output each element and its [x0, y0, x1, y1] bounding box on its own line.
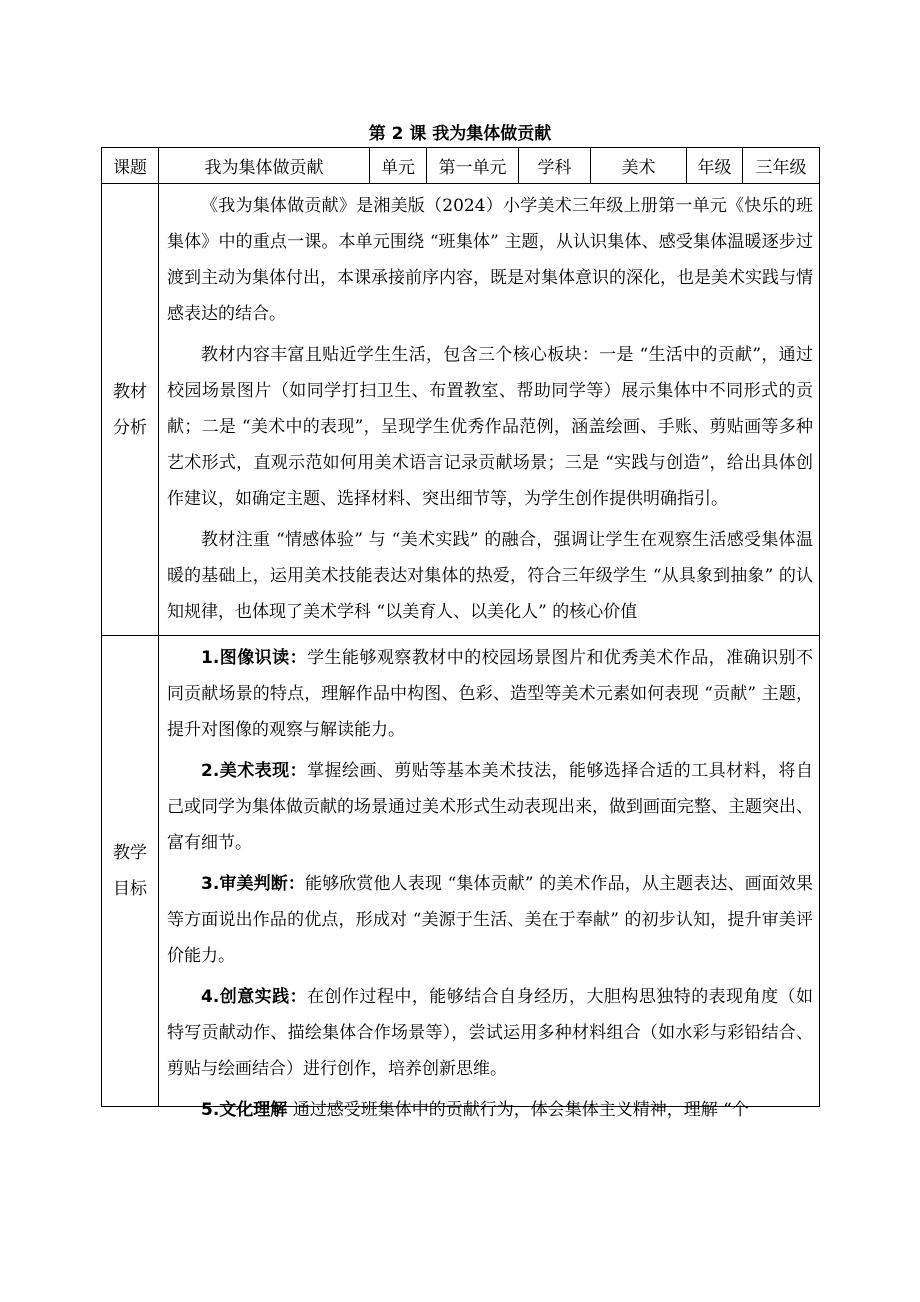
- objectives-row: [102, 636, 820, 1107]
- objectives-content: [159, 636, 820, 1120]
- objective-text: 掌握绘画、剪贴等基本美术技法，能够选择合适的工具材料，将自己或同学为集体做贡献的场景通过美术形式生动表现出来，做到画面完整、主题突出、富有细节。: [167, 761, 813, 853]
- analysis-row: [102, 184, 820, 636]
- objective-item: [167, 640, 813, 748]
- grade-value: 三年级: [743, 148, 820, 184]
- analysis-label-line1: 教材: [113, 381, 147, 402]
- unit-value: 第一单元: [427, 148, 519, 184]
- analysis-paragraph: 教材注重 “情感体验” 与 “美术实践” 的融合，强调让学生在观察生活感受集体温暖的基础上，运用美术技能表达对集体的热爱，符合三年级学生 “从具象到抽象” 的认知规律，也体现了美术学科 “以美育人、以美化人” 的核心价值: [167, 530, 813, 622]
- unit-label: 单元: [370, 148, 427, 184]
- header-row: [102, 148, 820, 184]
- objective-heading: 1.图像识读：: [201, 648, 308, 668]
- objective-heading: 4.创意实践：: [201, 987, 308, 1007]
- objective-text: 通过感受班集体中的贡献行为，体会集体主义精神，理解 “个: [287, 1100, 749, 1120]
- lesson-plan-table: [101, 147, 820, 1120]
- analysis-label: [102, 184, 159, 636]
- objective-heading: 3.审美判断：: [201, 874, 306, 894]
- objectives-label-line1: 教学: [113, 843, 147, 863]
- objectives-label-line2: 目标: [113, 879, 147, 899]
- objective-heading: 2.美术表现：: [201, 761, 308, 781]
- objective-item: [167, 753, 813, 861]
- subject-label: 学科: [519, 148, 591, 184]
- objective-text: 能够欣赏他人表现 “集体贡献” 的美术作品，从主题表达、画面效果等方面说出作品的优点，形成对 “美源于生活、美在于奉献” 的初步认知，提升审美评价能力。: [167, 874, 813, 966]
- objective-item: [167, 1092, 813, 1128]
- objectives-label: [102, 636, 159, 1107]
- page-title: 第 2 课 我为集体做贡献: [368, 124, 552, 144]
- objective-text: 在创作过程中，能够结合自身经历，大胆构思独特的表现角度（如特写贡献动作、描绘集体合作场景等），尝试运用多种材料组合（如水彩与彩铅结合、剪贴与绘画结合）进行创作，培养创新思维。: [167, 987, 813, 1079]
- analysis-paragraph: 教材内容丰富且贴近学生生活，包含三个核心板块：一是 “生活中的贡献”，通过校园场景图片（如同学打扫卫生、布置教室、帮助同学等）展示集体中不同形式的贡献；二是 “美术中的表现”，呈现学生优秀作品范例，涵盖绘画、手账、剪贴画等多种艺术形式，直观示范如何用美术语言记录贡献场景；三是 “实践与创造”，给出具体创作建议，如确定主题、选择材料、突出细节等，为学生创作提供明确指引。: [167, 345, 813, 509]
- objective-item: [167, 979, 813, 1087]
- objective-heading: 5.文化理解: [201, 1100, 288, 1120]
- grade-label: 年级: [687, 148, 743, 184]
- objective-text: 学生能够观察教材中的校园场景图片和优秀美术作品，准确识别不同贡献场景的特点，理解作品中构图、色彩、造型等美术元素如何表现 “贡献” 主题，提升对图像的观察与解读能力。: [167, 648, 813, 740]
- analysis-content: [159, 184, 820, 636]
- analysis-paragraph: 《我为集体做贡献》是湘美版（2024）小学美术三年级上册第一单元《快乐的班集体》中的重点一课。本单元围绕 “班集体” 主题，从认识集体、感受集体温暖逐步过渡到主动为集体付出，本课承接前序内容，既是对集体意识的深化，也是美术实践与情感表达的结合。: [167, 196, 813, 324]
- subject-value: 美术: [591, 148, 687, 184]
- analysis-label-line2: 分析: [113, 417, 147, 438]
- topic-label: 课题: [102, 148, 159, 184]
- objective-item: [167, 866, 813, 974]
- topic-value: 我为集体做贡献: [159, 148, 370, 184]
